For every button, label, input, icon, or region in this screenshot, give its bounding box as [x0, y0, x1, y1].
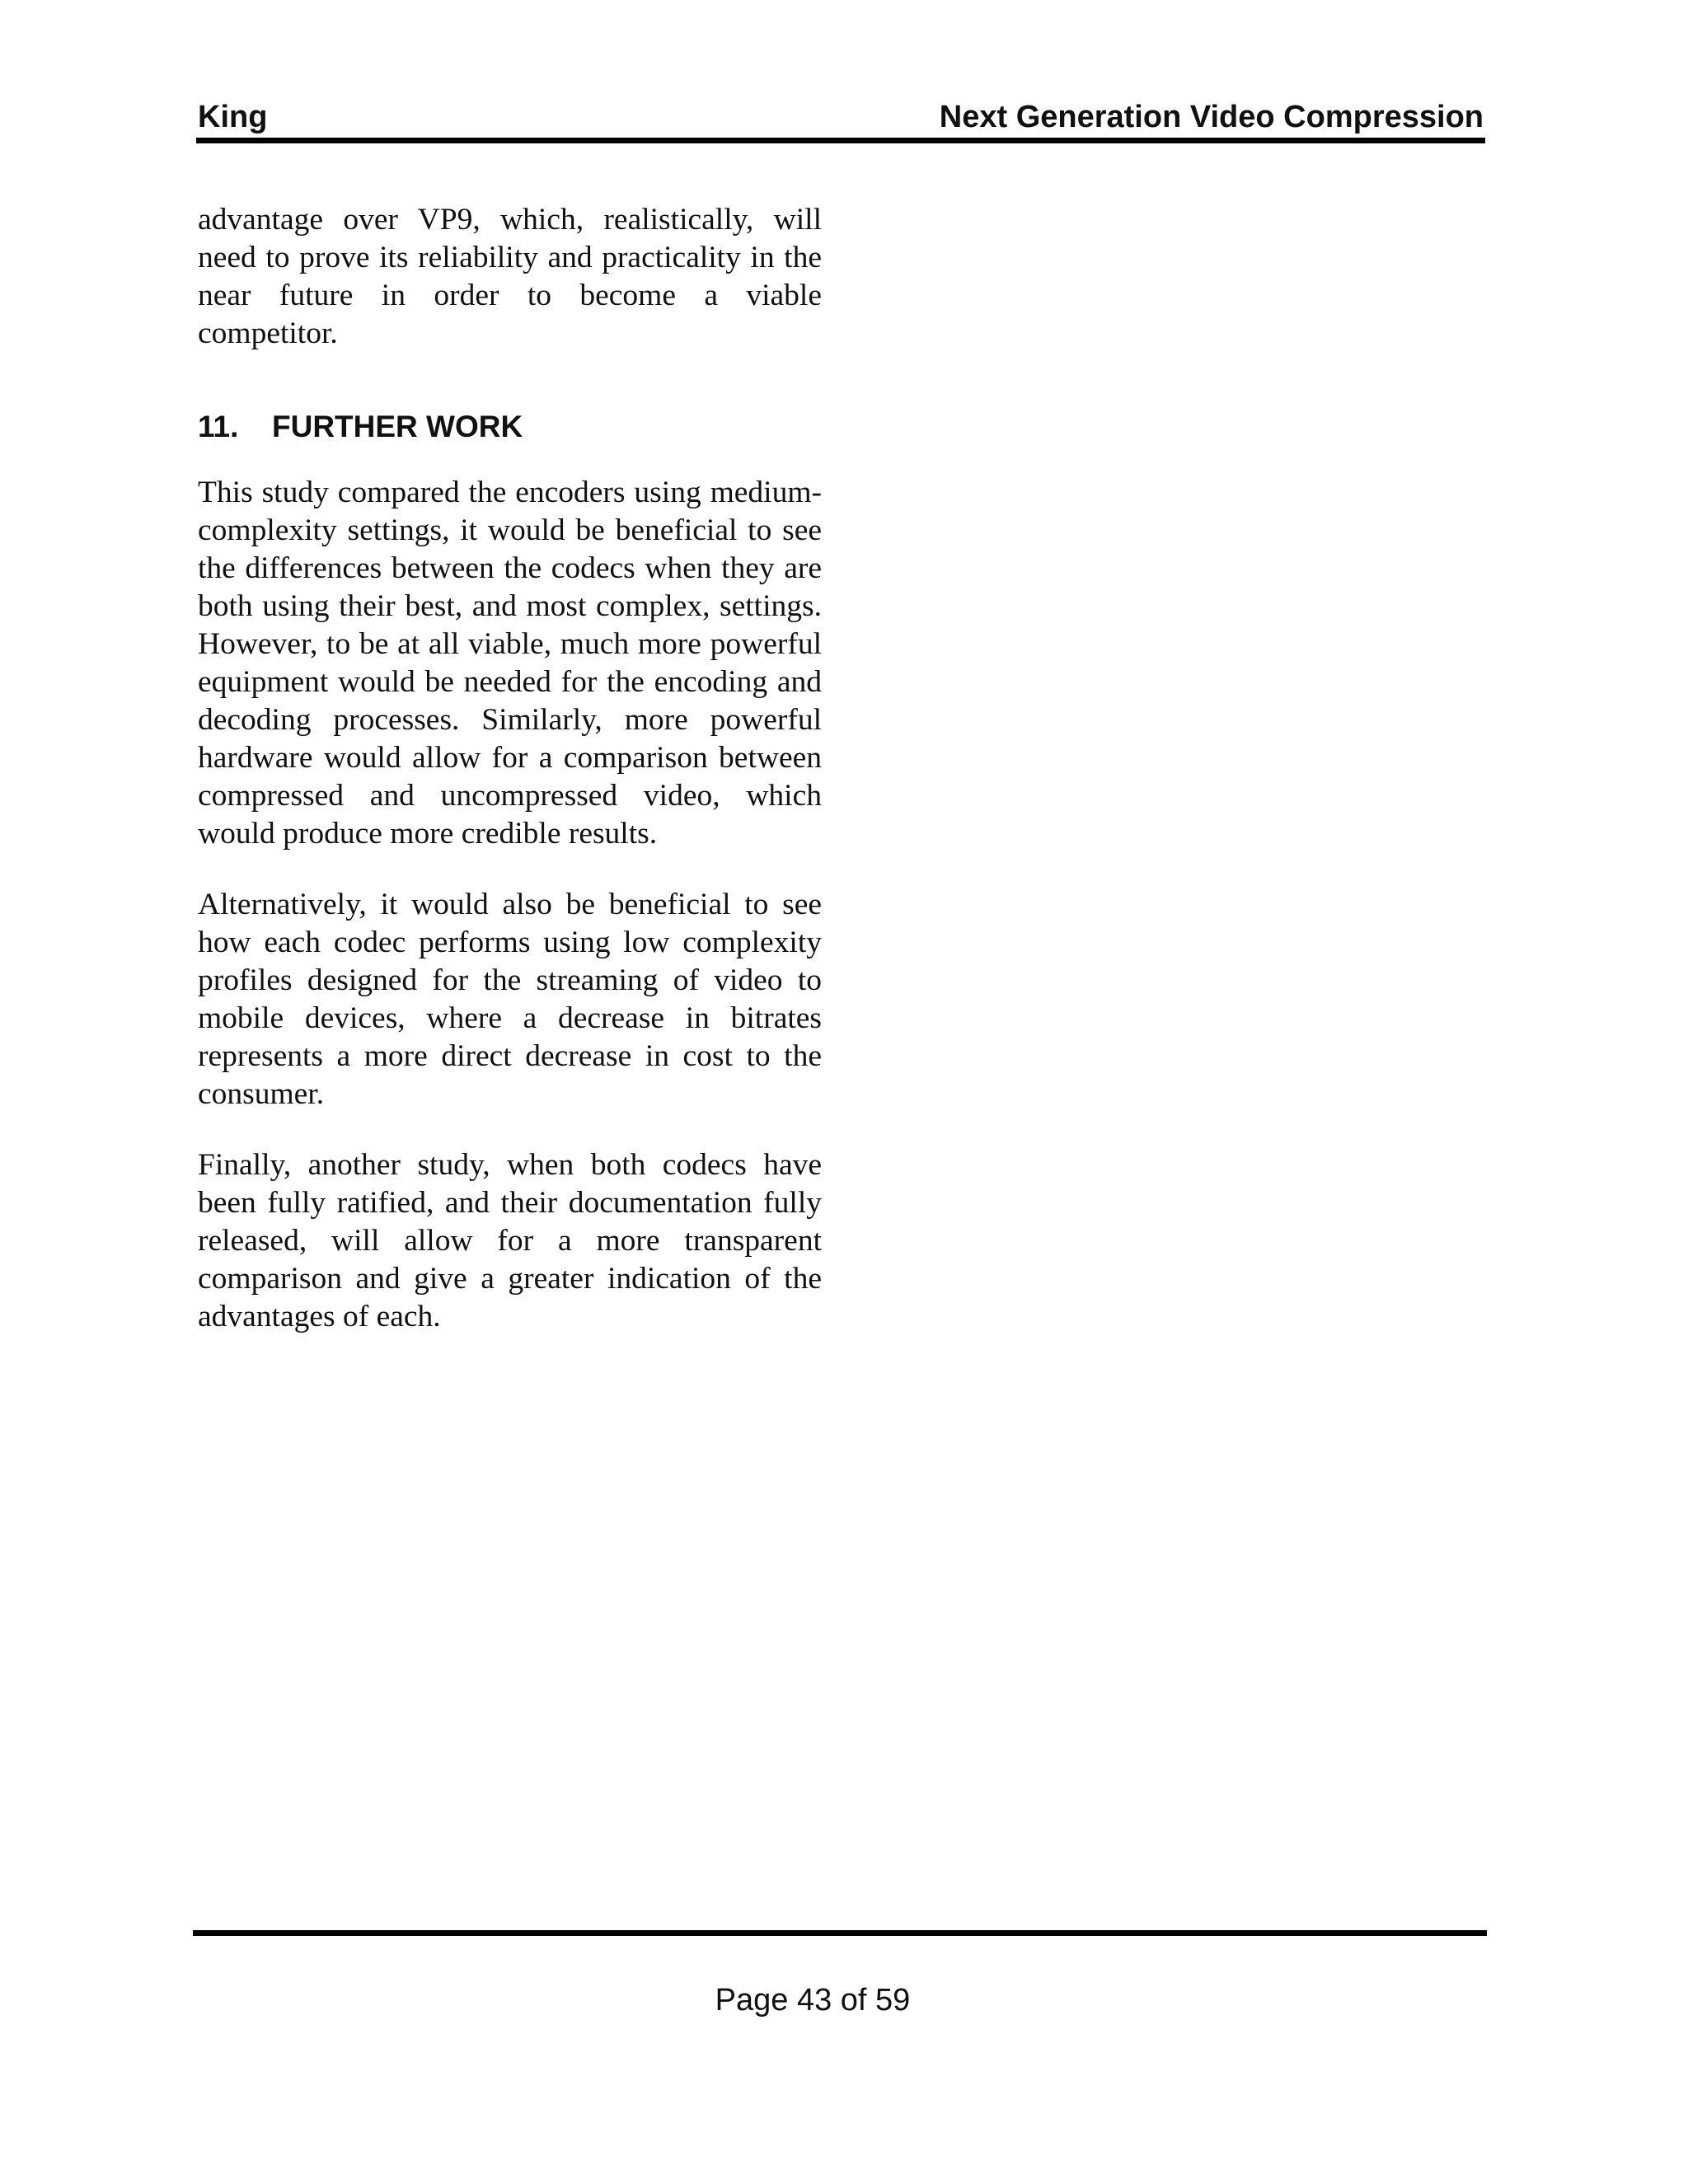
header-divider	[196, 138, 1485, 143]
intro-paragraph: advantage over VP9, which, realistically, will need to prove its reliability and practicality in the near future in order to become a viable competitor.	[198, 203, 822, 350]
section-title: FURTHER WORK	[272, 410, 523, 443]
page-number: Page 43 of 59	[715, 1983, 911, 2018]
text-column	[198, 201, 822, 1336]
section-heading	[198, 408, 822, 446]
paragraph-further-work-1: This study compared the encoders using medium-complexity settings, it would be beneficial to see the differences between the codecs when they are both using their best, and most complex, settings. However, to be at all viable, much more powerful equipment would be needed for the encoding and decoding processes. Similarly, more powerful hardware would allow for a comparison between compressed and uncompressed video, which would produce more credible results.	[198, 476, 822, 851]
header-author: King	[198, 100, 268, 134]
paragraph-further-work-2: Alternatively, it would also be beneficial to see how each codec performs using low complexity profiles designed for the streaming of video to mobile devices, where a decrease in bitrates represents a more direct decrease in cost to the consumer.	[198, 888, 822, 1111]
footer-divider	[193, 1930, 1487, 1936]
section-number: 11.	[198, 410, 239, 443]
page-header	[198, 97, 1484, 140]
header-title: Next Generation Video Compression	[939, 100, 1484, 134]
paragraph-further-work-3: Finally, another study, when both codecs have been fully ratified, and their documentation fully released, will allow for a more transparent comparison and give a greater indication of the advantages of each.	[198, 1148, 822, 1333]
